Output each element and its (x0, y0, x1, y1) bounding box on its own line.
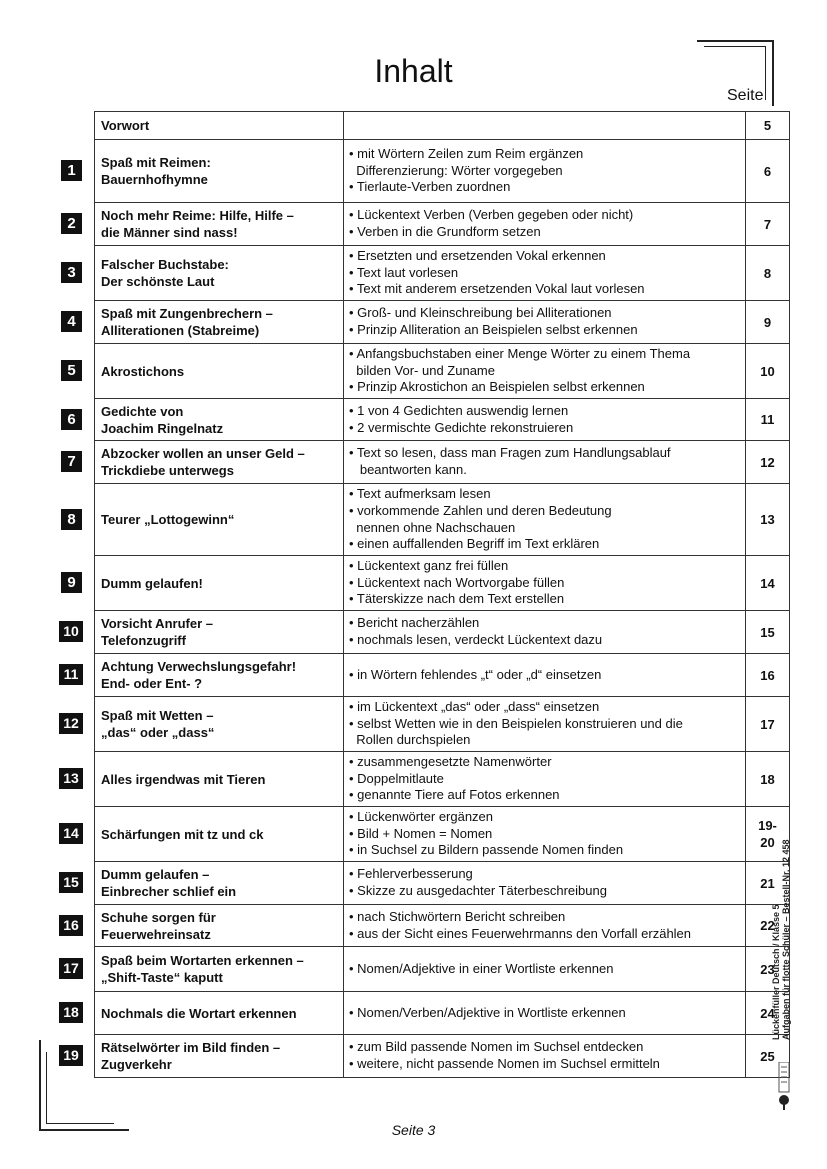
chapter-number-badge: 14 (59, 823, 83, 844)
chapter-title-line: Feuerwehreinsatz (101, 926, 211, 942)
chapter-number-badge: 6 (61, 409, 82, 430)
chapter-description (344, 654, 746, 697)
chapter-title (95, 140, 344, 203)
chapter-title-line: Spaß beim Wortarten erkennen – (101, 953, 304, 968)
chapter-title (95, 301, 344, 344)
chapter-description (344, 399, 746, 441)
page-number-line: 8 (763, 265, 772, 281)
table-row (95, 301, 790, 344)
description-bullet: • Text laut vorlesen (349, 264, 459, 280)
description-bullet: • vorkommende Zahlen und deren Bedeutung (349, 502, 612, 518)
page-number-line: 7 (763, 216, 772, 232)
chapter-title-line: Einbrecher schlief ein (101, 884, 237, 899)
chapter-title (95, 752, 344, 807)
chapter-title-line: End- oder Ent- ? (101, 676, 203, 691)
chapter-title (95, 905, 344, 947)
chapter-title-line: Der schönste Laut (101, 274, 215, 289)
description-bullet: • 2 vermischte Gedichte rekonstruieren (349, 419, 574, 435)
table-row (95, 399, 790, 441)
chapter-title (95, 947, 344, 992)
description-bullet: nennen ohne Nachschauen (349, 519, 516, 535)
chapter-number-badge: 9 (61, 572, 82, 593)
chapter-number-badge: 5 (61, 360, 82, 381)
table-row (95, 556, 790, 611)
corner-ornament-top-right (697, 40, 773, 42)
page-footer: Seite 3 (391, 1122, 436, 1138)
chapter-title-line: Falscher Buchstabe: (101, 257, 229, 272)
chapter-title-line: Nochmals die Wortart erkennen (101, 1005, 297, 1021)
table-row (95, 484, 790, 556)
chapter-description (344, 807, 746, 862)
page-number-line: 6 (763, 163, 772, 179)
chapter-title (95, 611, 344, 654)
chapter-number-badge: 10 (59, 621, 83, 642)
chapter-title-line: Trickdiebe unterwegs (101, 463, 234, 478)
page-number (746, 344, 790, 399)
chapter-title-line: die Männer sind nass! (101, 225, 238, 240)
description-bullet: • Lückentext nach Wortvorgabe füllen (349, 574, 565, 590)
chapter-title-line: Schärfungen mit tz und ck (101, 826, 264, 842)
chapter-description (344, 905, 746, 947)
chapter-title (95, 654, 344, 697)
chapter-title-line: Dumm gelaufen! (101, 575, 203, 591)
description-bullet: • zusammengesetzte Namenwörter (349, 754, 552, 770)
description-bullet: • einen auffallenden Begriff im Text erklären (349, 536, 600, 552)
table-row (95, 654, 790, 697)
chapter-description (344, 203, 746, 246)
chapter-title (95, 992, 344, 1035)
chapter-title (95, 1035, 344, 1078)
page-number (746, 441, 790, 484)
page-number (746, 654, 790, 697)
description-bullet: • nochmals lesen, verdeckt Lückentext dazu (349, 632, 603, 647)
chapter-title (95, 807, 344, 862)
chapter-title-line: Vorsicht Anrufer – (101, 616, 213, 631)
publisher-logo (777, 1062, 791, 1110)
table-row (95, 752, 790, 807)
chapter-description (344, 697, 746, 752)
chapter-number-badge: 12 (59, 713, 83, 734)
page-number-line: 19- (758, 818, 777, 833)
corner-ornament-bottom-left-vertical-inner (46, 1052, 47, 1124)
chapter-description (344, 140, 746, 203)
table-row (95, 611, 790, 654)
page-number (746, 556, 790, 611)
chapter-description (344, 112, 746, 140)
page-number (746, 399, 790, 441)
page-number-line: 14 (760, 575, 775, 591)
description-bullet: • Text so lesen, dass man Fragen zum Handlungsablauf (349, 445, 671, 461)
chapter-number-badge: 2 (61, 213, 82, 234)
chapter-title-line: Spaß mit Wetten – (101, 708, 214, 723)
chapter-title-line: Zugverkehr (101, 1057, 172, 1072)
chapter-number-badge: 18 (59, 1002, 83, 1023)
chapter-title-line: Spaß mit Reimen: (101, 155, 211, 170)
side-text-line-2: Aufgaben für flotte Schüler – Bestell-Nr. 12 458 (781, 839, 791, 1040)
corner-ornament-bottom-left-vertical (39, 1040, 41, 1130)
chapter-title-line: Gedichte von (101, 403, 184, 419)
page-number-line: 16 (760, 667, 775, 683)
description-bullet: beantworten kann. (349, 462, 467, 477)
page-column-label: Seite (727, 87, 764, 104)
chapter-title-line: „das“ oder „dass“ (101, 725, 215, 740)
description-bullet: • Text mit anderem ersetzenden Vokal laut vorlesen (349, 281, 645, 297)
chapter-number-badge: 19 (59, 1045, 83, 1066)
chapter-description (344, 947, 746, 992)
side-text-line-1: Lückenfüller Deutsch / Klasse 5 (771, 904, 781, 1040)
chapter-title-line: Bauernhofhymne (101, 172, 208, 187)
page-number-line: 11 (760, 412, 775, 427)
description-bullet: • Anfangsbuchstaben einer Menge Wörter zu einem Thema (349, 346, 691, 362)
chapter-title (95, 112, 344, 140)
page-number-line: 25 (760, 1048, 775, 1064)
chapter-number-badge: 17 (59, 958, 83, 979)
description-bullet: • Tierlaute-Verben zuordnen (349, 179, 511, 195)
table-row (95, 246, 790, 301)
chapter-description (344, 862, 746, 905)
page-number-line: 18 (760, 771, 775, 787)
page-number-line: 22 (760, 918, 775, 933)
description-bullet: • nach Stichwörtern Bericht schreiben (349, 908, 566, 924)
table-row (95, 697, 790, 752)
description-bullet: • Verben in die Grundform setzen (349, 224, 541, 239)
description-bullet: • in Suchsel zu Bildern passende Nomen finden (349, 842, 624, 858)
description-bullet: • Nomen/Verben/Adjektive in Wortliste erkennen (349, 1004, 626, 1020)
chapter-title-line: Abzocker wollen an unser Geld – (101, 446, 305, 461)
table-row (95, 140, 790, 203)
chapter-title (95, 246, 344, 301)
chapter-title-line: „Shift-Taste“ kaputt (101, 970, 223, 985)
page-title: Inhalt (374, 53, 453, 89)
description-bullet: • aus der Sicht eines Feuerwehrmanns den Vorfall erzählen (349, 925, 692, 941)
corner-ornament-top-right-inner (704, 46, 766, 47)
chapter-title-line: Alles irgendwas mit Tieren (101, 771, 266, 787)
chapter-description (344, 611, 746, 654)
chapter-description (344, 752, 746, 807)
page-number-line: 9 (763, 314, 772, 330)
description-bullet: • im Lückentext „das“ oder „dass“ einsetzen (349, 699, 600, 715)
description-bullet: Rollen durchspielen (349, 732, 471, 748)
chapter-number-badge: 13 (59, 768, 83, 789)
page-number-line: 20 (760, 835, 775, 850)
description-bullet: • in Wörtern fehlendes „t“ oder „d“ einsetzen (349, 666, 602, 682)
description-bullet: • 1 von 4 Gedichten auswendig lernen (349, 402, 569, 418)
chapter-title-line: Teurer „Lottogewinn“ (101, 512, 235, 527)
chapter-title-line: Vorwort (101, 118, 150, 133)
table-of-contents (94, 111, 790, 1078)
chapter-title (95, 399, 344, 441)
description-bullet: • Lückentext Verben (Verben gegeben oder nicht) (349, 207, 634, 223)
chapter-description (344, 344, 746, 399)
page-number-line: 24 (760, 1005, 775, 1021)
chapter-title-line: Noch mehr Reime: Hilfe, Hilfe – (101, 208, 294, 223)
chapter-title-line: Joachim Ringelnatz (101, 420, 224, 436)
description-bullet: • Bild + Nomen = Nomen (349, 825, 493, 841)
description-bullet: • Ersetzten und ersetzenden Vokal erkennen (349, 248, 606, 264)
description-bullet: • zum Bild passende Nomen im Suchsel entdecken (349, 1039, 644, 1055)
chapter-description (344, 556, 746, 611)
page-number (746, 140, 790, 203)
page-number (746, 301, 790, 344)
table-row (95, 862, 790, 905)
description-bullet: bilden Vor- und Zuname (349, 362, 495, 378)
page-number-line: 17 (760, 716, 775, 732)
description-bullet: • Bericht nacherzählen (349, 615, 480, 631)
table-row (95, 344, 790, 399)
table-row (95, 947, 790, 992)
chapter-title-line: Dumm gelaufen – (101, 867, 210, 882)
description-bullet: • Prinzip Alliteration an Beispielen selbst erkennen (349, 322, 638, 337)
chapter-title-line: Schuhe sorgen für (101, 909, 216, 925)
page-number (746, 112, 790, 140)
description-bullet: • weitere, nicht passende Nomen im Suchsel ermitteln (349, 1056, 660, 1071)
table-row (95, 905, 790, 947)
description-bullet: • Fehlerverbesserung (349, 866, 473, 882)
description-bullet: • genannte Tiere auf Fotos erkennen (349, 787, 560, 803)
chapter-description (344, 441, 746, 484)
table-row (95, 203, 790, 246)
chapter-title (95, 441, 344, 484)
chapter-number-badge: 15 (59, 872, 83, 893)
chapter-description (344, 484, 746, 556)
page-number (746, 246, 790, 301)
chapter-title (95, 862, 344, 905)
chapter-number-badge: 8 (61, 509, 82, 530)
description-bullet: • Skizze zu ausgedachter Täterbeschreibung (349, 883, 607, 898)
page-number-line: 21 (760, 875, 775, 891)
chapter-description (344, 246, 746, 301)
chapter-title-line: Rätselwörter im Bild finden – (101, 1040, 281, 1055)
page-number-line: 5 (763, 118, 772, 133)
page-number-line: 12 (760, 454, 775, 470)
description-bullet: • Doppelmitlaute (349, 770, 444, 786)
chapter-title-line: Telefonzugriff (101, 633, 186, 648)
chapter-title (95, 344, 344, 399)
table-row (95, 1035, 790, 1078)
chapter-number-badge: 1 (61, 160, 82, 181)
table-row (95, 807, 790, 862)
page-number-line: 23 (760, 961, 775, 977)
description-bullet: • Täterskizze nach dem Text erstellen (349, 591, 565, 607)
description-bullet: • Text aufmerksam lesen (349, 486, 491, 502)
chapter-title (95, 484, 344, 556)
chapter-title-line: Alliterationen (Stabreime) (101, 323, 260, 338)
chapter-number-badge: 4 (61, 311, 82, 332)
chapter-title-line: Akrostichons (101, 363, 185, 379)
chapter-title-line: Achtung Verwechslungsgefahr! (101, 659, 297, 674)
chapter-number-badge: 7 (61, 451, 82, 472)
page-number-line: 10 (760, 363, 775, 379)
chapter-number-badge: 3 (61, 262, 82, 283)
description-bullet: • Lückenwörter ergänzen (349, 809, 494, 825)
table-row (95, 112, 790, 140)
page-number (746, 203, 790, 246)
chapter-description (344, 301, 746, 344)
description-bullet: Differenzierung: Wörter vorgegeben (349, 162, 563, 178)
chapter-title-line: Spaß mit Zungenbrechern – (101, 306, 273, 321)
description-bullet: • Prinzip Akrostichon an Beispielen selbst erkennen (349, 379, 645, 395)
chapter-description (344, 1035, 746, 1078)
chapter-title (95, 556, 344, 611)
description-bullet: • Lückentext ganz frei füllen (349, 558, 509, 574)
chapter-number-badge: 16 (59, 915, 83, 936)
page-number (746, 611, 790, 654)
table-row (95, 992, 790, 1035)
description-bullet: • Groß- und Kleinschreibung bei Alliterationen (349, 305, 612, 321)
page-number-line: 13 (760, 512, 775, 527)
description-bullet: • Nomen/Adjektive in einer Wortliste erkennen (349, 960, 614, 976)
page-number-line: 15 (760, 624, 775, 640)
chapter-title (95, 697, 344, 752)
description-bullet: • mit Wörtern Zeilen zum Reim ergänzen (349, 146, 584, 162)
table-row (95, 441, 790, 484)
chapter-description (344, 992, 746, 1035)
publisher-side-text (771, 740, 791, 1040)
page-number (746, 484, 790, 556)
chapter-number-badge: 11 (59, 664, 83, 685)
description-bullet: • selbst Wetten wie in den Beispielen konstruieren und die (349, 715, 683, 731)
chapter-title (95, 203, 344, 246)
